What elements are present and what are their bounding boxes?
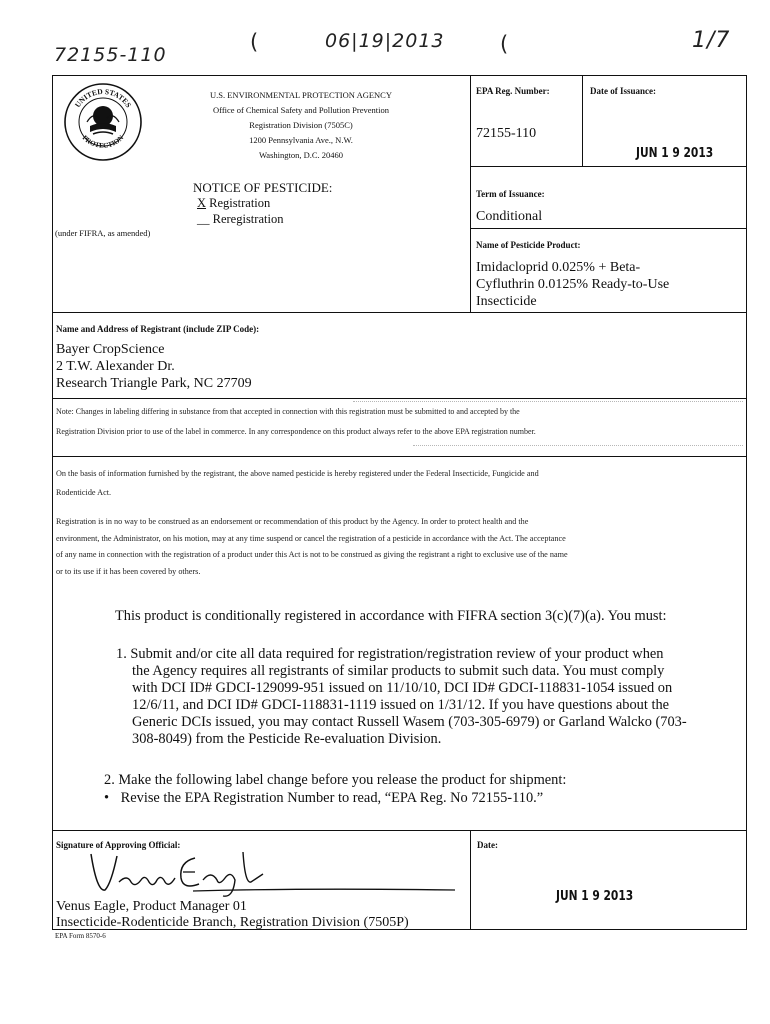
condition-item-1 [116,646,756,748]
condition-1-line6: 308-8049) from the Pesticide Re-evaluation Division. [132,731,442,747]
right-column-divider [470,76,471,240]
epa-reg-label: EPA Reg. Number: [476,86,550,96]
basis-line1: On the basis of information furnished by the registrant, the above named pesticide is hereby registered under the Federal Insecticide, Fungicide and [56,469,539,478]
date-of-issuance-stamp: JUN 1 9 2013 [636,146,714,161]
registrant-name: Bayer CropScience [56,342,165,357]
condition-1-line2: the Agency requires all registrants of similar products to submit such data. You must comply [132,663,665,679]
construed-line4: or to its use if it has been covered by others. [56,566,201,576]
construed-text [56,514,568,580]
construed-line1: Registration is in no way to be construed as an endorsement or recommendation of this product by the Agency. In order to protect health and the [56,517,529,526]
product-column-divider [470,228,471,312]
agency-office: Office of Chemical Safety and Pollution Prevention [213,105,389,115]
date-column-divider [582,76,583,166]
registrant-top-rule [53,312,746,313]
agency-city: Washington, D.C. 20460 [258,150,344,160]
term-of-issuance-value: Conditional [476,209,543,224]
registration-mark: X [197,196,207,210]
notice-title: NOTICE OF PESTICIDE: [193,180,333,195]
epa-reg-bottom-rule [470,166,746,167]
bullet-icon: • [104,790,110,806]
condition-1-line1: 1. Submit and/or cite all data required for registration/registration review of your product when [116,646,664,662]
signature-label: Signature of Approving Official: [56,840,181,850]
signature-date-divider [470,830,471,929]
handwritten-page-number: 1/7 [692,28,731,53]
note-top-rule [53,398,746,399]
bullet-text: Revise the EPA Registration Number to read, “EPA Reg. No 72155-110.” [120,790,544,806]
product-name-line3: Insecticide [476,294,537,309]
agency-street: 1200 Pennsylvania Ave., N.W. [249,135,353,145]
epa-seal-icon [63,82,143,162]
signer-name: Venus Eagle, Product Manager 01 [56,899,247,914]
form-number: EPA Form 8570-6 [55,932,106,940]
signature-top-rule [53,830,746,831]
reregistration-option [197,212,283,227]
registration-option [197,196,270,211]
product-name-line1: Imidacloprid 0.025% + Beta- [476,260,641,275]
handwritten-signature [83,844,463,900]
condition-1-line4: 12/6/11, and DCI ID# GDCI-118831-1119 issued on 1/31/12. If you have questions about the [132,697,670,713]
signature-date-stamp: JUN 1 9 2013 [556,889,634,904]
seal-bottom-text: PROTECTION [80,133,126,150]
reregistration-label: Reregistration [212,212,284,226]
note-line1: Note: Changes in labeling differing in substance from that accepted in connection with this registration must be submitted to and accepted by the [56,407,520,416]
agency-name: U.S. ENVIRONMENTAL PROTECTION AGENCY [210,90,392,100]
product-name-label: Name of Pesticide Product: [476,240,581,250]
conditional-intro: This product is conditionally registered in accordance with FIFRA section 3(c)(7)(a). You must: [115,608,667,624]
term-bottom-rule [470,228,746,229]
condition-1-line3: with DCI ID# GDCI-129099-951 issued on 11/10/10, DCI ID# GDCI-118831-1054 issued on [132,680,673,696]
registrant-label: Name and Address of Registrant (include ZIP Code): [56,324,260,334]
notice-form [52,75,747,930]
condition-1-line5: Generic DCIs issued, you may contact Russell Wasem (703-305-6979) or Garland Walcko (703- [132,714,687,730]
registration-label: Registration [209,196,271,210]
note-text [56,402,536,442]
term-of-issuance-label: Term of Issuance: [476,189,545,199]
signer-branch: Insecticide-Rodenticide Branch, Registration Division (7505P) [56,915,409,930]
construed-line3: of any name in connection with the registration of a product under this Act is not to be construed as giving the registrant a right to exclusive use of the name [56,550,568,559]
agency-division: Registration Division (7505C) [249,120,353,130]
basis-line2: Rodenticide Act. [56,488,112,497]
condition-item-2: 2. Make the following label change before you release the product for shipment: [104,772,567,788]
registrant-address [56,341,252,392]
registrant-street: 2 T.W. Alexander Dr. [56,359,175,374]
seal-top-text: UNITED STATES [72,86,134,110]
date-label: Date: [477,840,498,850]
date-of-issuance-label: Date of Issuance: [590,86,656,96]
scan-noise [413,445,743,446]
note-line2: Registration Division prior to use of the label in commerce. In any correspondence on this product always refer to the above EPA registration number. [56,427,536,436]
agency-header [151,88,451,163]
reregistration-mark: __ [197,212,210,226]
basis-text [56,464,539,502]
svg-text:PROTECTION [81,134,126,150]
handwritten-paren-left: ( [250,30,260,54]
product-name-line2: Cyfluthrin 0.0125% Ready-to-Use [476,277,670,292]
condition-bullet [104,790,543,807]
construed-line2: environment, the Administrator, on his motion, may at any time suspend or cancel the registration of a pesticide in accordance with the Act. The acceptance [56,533,566,543]
epa-reg-value: 72155-110 [476,126,537,141]
handwritten-date: 06|19|2013 [325,30,445,52]
product-name-value [476,259,669,310]
note-bottom-rule [53,456,746,457]
handwritten-paren-right: ( [500,32,510,56]
registrant-city: Research Triangle Park, NC 27709 [56,376,252,391]
signature-graphic [83,844,463,900]
handwritten-reg-number: 72155-110 [54,44,167,66]
epa-seal [63,82,143,162]
fifra-note: (under FIFRA, as amended) [55,228,151,238]
